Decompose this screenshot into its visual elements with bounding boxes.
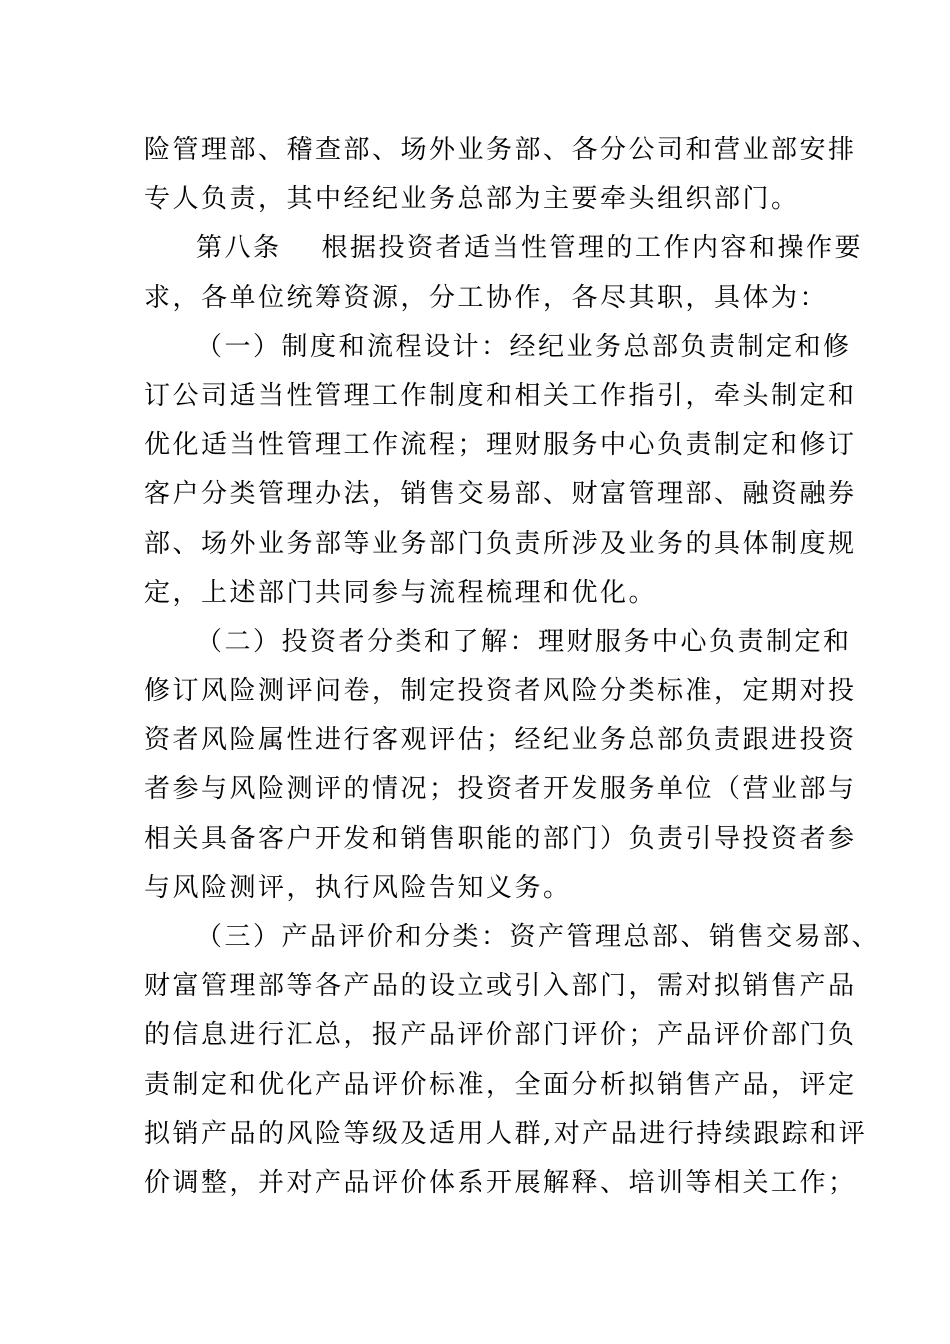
text-line: 相关具备客户开发和销售职能的部门）负责引导投资者参 (144, 823, 857, 854)
text-line: 险管理部、稽查部、场外业务部、各分公司和营业部安排 (144, 135, 857, 165)
item-3-heading-line: （三）产品评价和分类：资产管理总部、销售交易部、 (196, 922, 881, 952)
text-line: 财富管理部等各产品的设立或引入部门，需对拟销售产品 (144, 971, 857, 1002)
text-line: 拟销产品的风险等级及适用人群,对产品进行持续跟踪和评 (144, 1118, 868, 1149)
article-8-heading-line (144, 224, 864, 273)
item-2-heading-line: （二）投资者分类和了解：理财服务中心负责制定和 (196, 626, 852, 657)
text-line: 资者风险属性进行客观评估；经纪业务总部负责跟进投资 (144, 725, 857, 756)
text-line: 客户分类管理办法，销售交易部、财富管理部、融资融券 (144, 479, 857, 510)
text-line: 与风险测评，执行风险告知义务。 (144, 872, 572, 903)
text-line: 责制定和优化产品评价标准，全面分析拟销售产品，评定 (144, 1069, 857, 1100)
text-line: 定，上述部门共同参与流程梳理和优化。 (144, 577, 658, 608)
text-line: 订公司适当性管理工作制度和相关工作指引，牵头制定和 (144, 380, 857, 411)
text-line: 的信息进行汇总，报产品评价部门评价；产品评价部门负 (144, 1020, 857, 1051)
article-8-label: 第八条 (196, 233, 282, 264)
text-line: 价调整，并对产品评价体系开展解释、培训等相关工作； (144, 1167, 857, 1198)
text-line: 部、场外业务部等业务部门负责所涉及业务的具体制度规 (144, 528, 857, 559)
article-8-text: 根据投资者适当性管理的工作内容和操作要 (321, 233, 864, 264)
item-1-heading-line: （一）制度和流程设计：经纪业务总部负责制定和修 (196, 331, 852, 362)
text-line: 修订风险测评问卷，制定投资者风险分类标准，定期对投 (144, 676, 857, 707)
text-line: 专人负责，其中经纪业务总部为主要牵头组织部门。 (144, 184, 800, 215)
document-body (144, 126, 881, 1208)
text-line: 求，各单位统筹资源，分工协作，各尽其职，具体为： (144, 282, 829, 313)
text-line: 者参与风险测评的情况；投资者开发服务单位（营业部与 (144, 774, 857, 805)
text-line: 优化适当性管理工作流程；理财服务中心负责制定和修订 (144, 430, 857, 461)
